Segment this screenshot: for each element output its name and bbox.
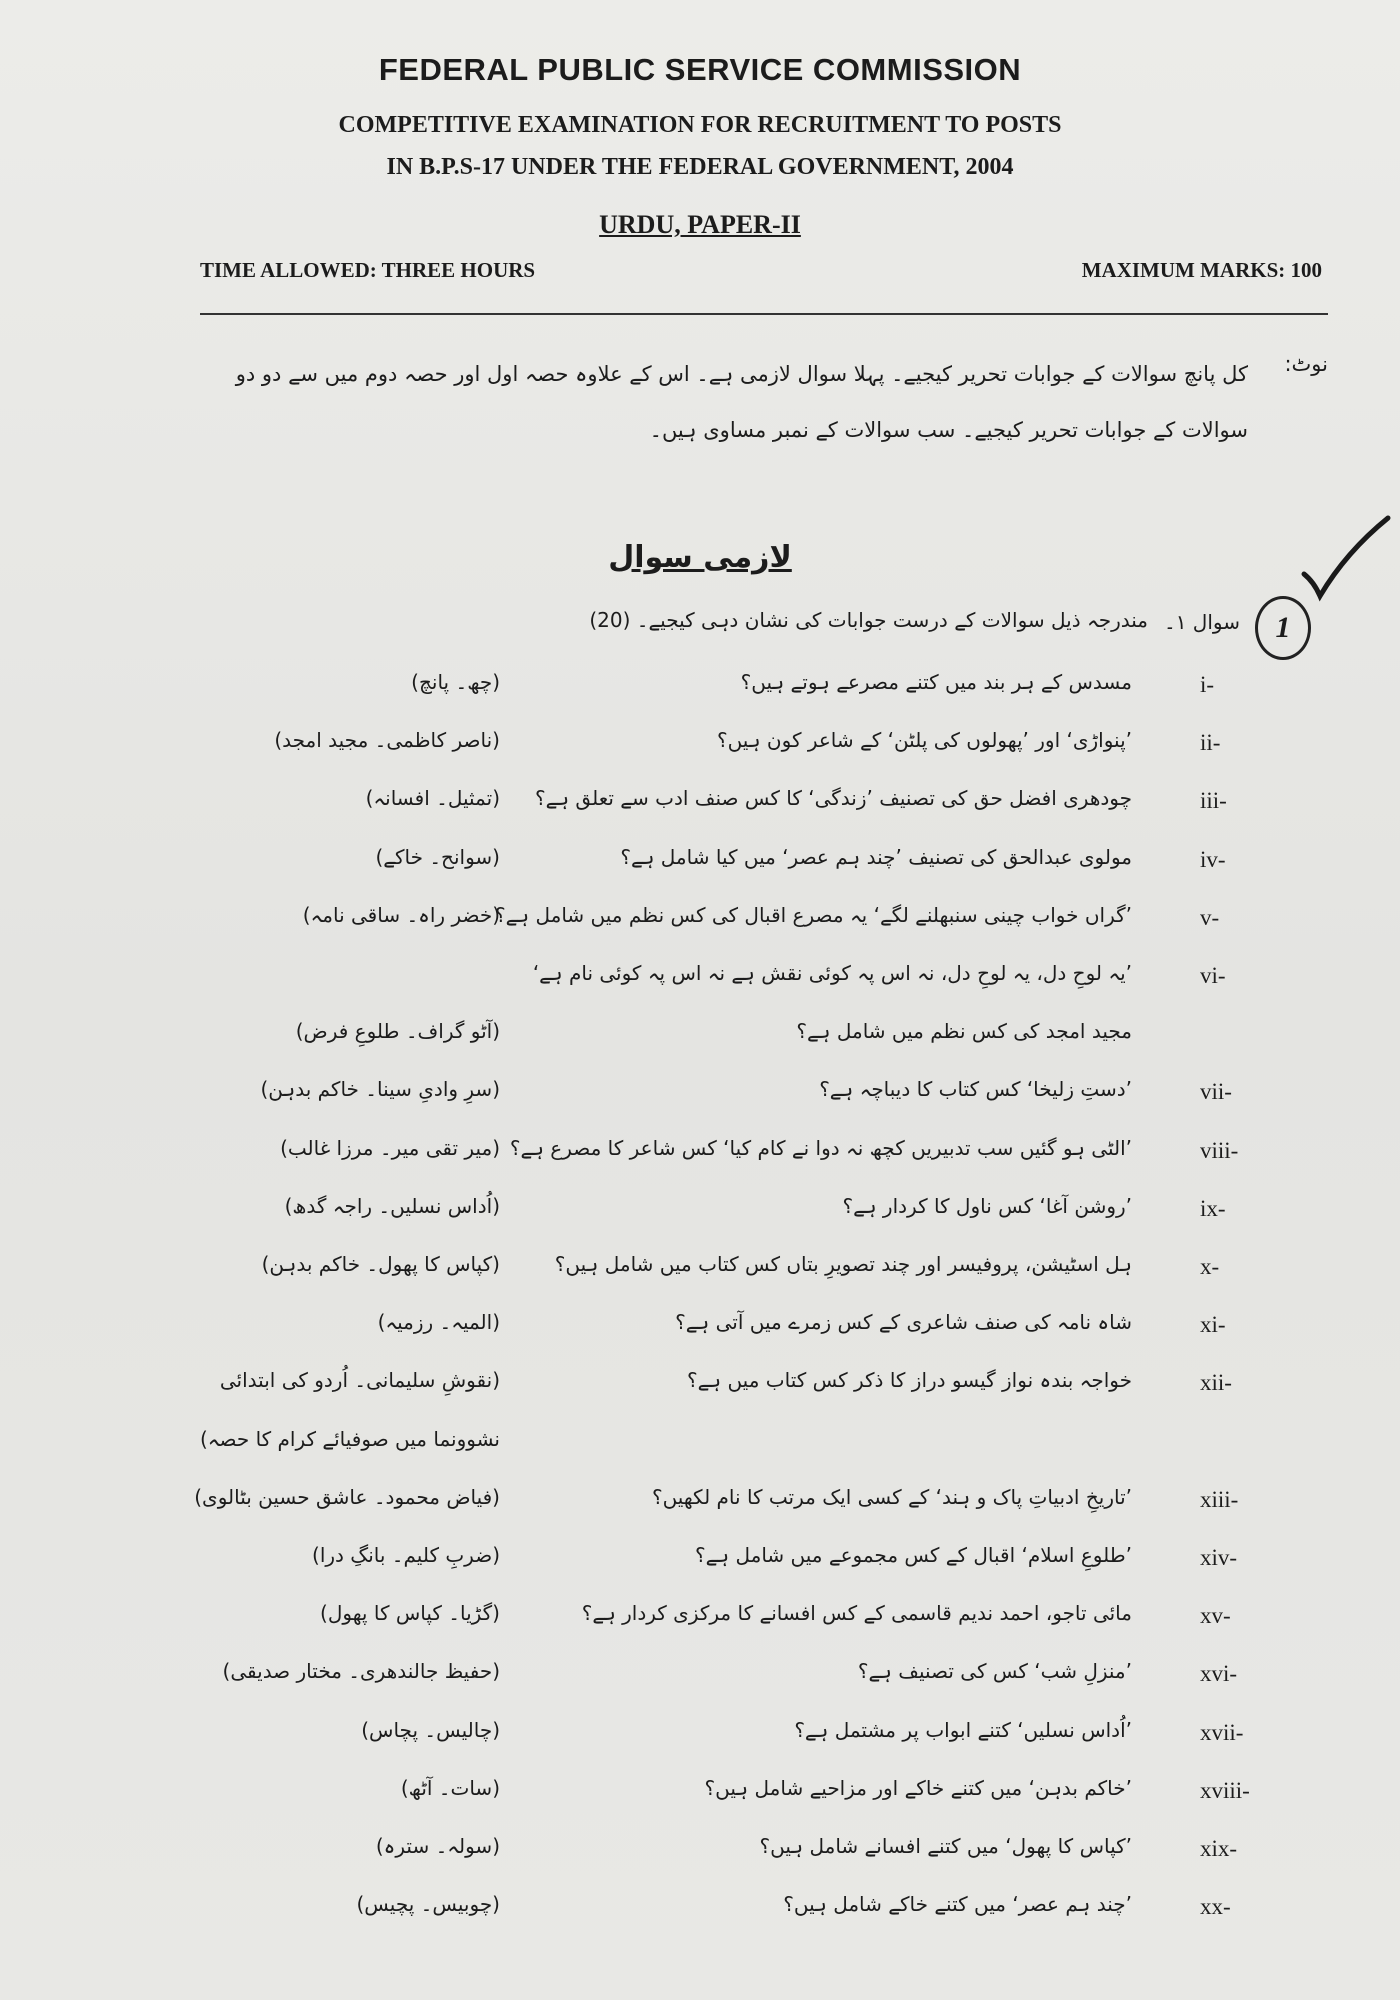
item-options: (حفیظ جالندھری۔ مختار صدیقی) [222, 1659, 500, 1683]
question-1-instruction: مندرجہ ذیل سوالات کے درست جوابات کی نشان دہی کیجیے۔ (20) [589, 608, 1148, 632]
item-number: xix- [1200, 1836, 1238, 1861]
item-options: (سات۔ آٹھ) [400, 1776, 500, 1800]
item-options: (چوبیس۔ پچیس) [356, 1892, 500, 1916]
paper-title: URDU, PAPER-II [599, 210, 801, 239]
question-item-row [0, 668, 1400, 708]
item-options: (خضر راہ۔ ساقی نامہ) [302, 903, 500, 927]
item-question: مجید امجد کی کس نظم میں شامل ہے؟ [796, 1019, 1132, 1043]
item-question: ’الٹی ہو گئیں سب تدبیریں کچھ نہ دوا نے کام کیا‘ کس شاعر کا مصرع ہے؟ [509, 1136, 1132, 1160]
item-number: v- [1200, 905, 1220, 930]
item-options: (تمثیل۔ افسانہ) [365, 786, 500, 810]
item-options: (ضربِ کلیم۔ بانگِ درا) [312, 1543, 500, 1567]
question-item-row [0, 726, 1400, 766]
question-item-row [0, 1425, 1400, 1465]
question-item-row [0, 1716, 1400, 1756]
item-question: مولوی عبدالحق کی تصنیف ’چند ہم عصر‘ میں کیا شامل ہے؟ [620, 845, 1132, 869]
question-item-row [0, 1483, 1400, 1523]
item-options: (چھ۔ پانچ) [411, 670, 500, 694]
question-item-row [0, 901, 1400, 941]
question-item-row [0, 1890, 1400, 1930]
item-number: ii- [1200, 730, 1221, 755]
item-number: xv- [1200, 1603, 1231, 1628]
exam-title-line-2: IN B.P.S-17 UNDER THE FEDERAL GOVERNMENT, 2004 [386, 154, 1014, 180]
item-options: (آٹو گراف۔ طلوعِ فرض) [295, 1019, 500, 1043]
item-number: ix- [1200, 1196, 1226, 1221]
item-number: xii- [1200, 1370, 1232, 1395]
item-options: (میر تقی میر۔ مرزا غالب) [280, 1136, 500, 1160]
item-question: ’گراں خواب چینی سنبھلنے لگے‘ یہ مصرع اقبال کی کس نظم میں شامل ہے؟ [495, 903, 1132, 927]
item-number: vi- [1200, 963, 1226, 988]
item-options: (المیہ۔ رزمیہ) [377, 1310, 500, 1334]
question-item-row [0, 1192, 1400, 1232]
item-number: xiii- [1200, 1487, 1239, 1512]
question-item-row [0, 1017, 1400, 1057]
item-options: (کپاس کا پھول۔ خاکم بدہن) [261, 1252, 500, 1276]
item-question: ’طلوعِ اسلام‘ اقبال کے کس مجموعے میں شامل ہے؟ [695, 1543, 1132, 1567]
item-question: مائی تاجو، احمد ندیم قاسمی کے کس افسانے کا مرکزی کردار ہے؟ [581, 1601, 1132, 1625]
item-options: (گڑیا۔ کپاس کا پھول) [320, 1601, 500, 1625]
maximum-marks: MAXIMUM MARKS: 100 [1081, 258, 1322, 282]
note-text: کل پانچ سوالات کے جوابات تحریر کیجیے۔ پہلا سوال لازمی ہے۔ اس کے علاوہ حصہ اول اور حصہ دوم میں سے دو دو سوالات کے جوابات تحریر کیجیے۔ سب سوالات کے نمبر مساوی ہیں۔ [235, 362, 1248, 442]
section-title: لازمی سوال [608, 540, 792, 575]
item-question: ’خاکم بدہن‘ میں کتنے خاکے اور مزاحیے شامل ہیں؟ [704, 1776, 1132, 1800]
handwritten-question-number: 1 [1255, 596, 1311, 660]
item-options: (اُداس نسلیں۔ راجہ گدھ) [284, 1194, 500, 1218]
item-number: iii- [1200, 788, 1227, 813]
question-item-row [0, 784, 1400, 824]
note-label: نوٹ: [1284, 352, 1328, 376]
question-item-row [0, 1774, 1400, 1814]
item-options: (ناصر کاظمی۔ مجید امجد) [274, 728, 500, 752]
item-number: xx- [1200, 1894, 1231, 1919]
item-number: iv- [1200, 847, 1226, 872]
question-item-row [0, 1308, 1400, 1348]
item-question: ’روشن آغا‘ کس ناول کا کردار ہے؟ [842, 1194, 1132, 1218]
item-question: مسدس کے ہر بند میں کتنے مصرعے ہوتے ہیں؟ [740, 670, 1132, 694]
item-options: (چالیس۔ پچاس) [361, 1718, 500, 1742]
item-question: ہل اسٹیشن، پروفیسر اور چند تصویرِ بتاں کس کتاب میں شامل ہیں؟ [554, 1252, 1132, 1276]
exam-title-line-1: COMPETITIVE EXAMINATION FOR RECRUITMENT TO POSTS [338, 112, 1062, 138]
item-number: xiv- [1200, 1545, 1238, 1570]
question-1-label: سوال ۱۔ [1163, 610, 1240, 634]
item-question: شاہ نامہ کی صنف شاعری کے کس زمرے میں آتی ہے؟ [675, 1310, 1132, 1334]
item-options: (نقوشِ سلیمانی۔ اُردو کی ابتدائی [219, 1368, 500, 1392]
question-item-row [0, 1541, 1400, 1581]
item-number: i- [1200, 672, 1215, 697]
item-question: ’کپاس کا پھول‘ میں کتنے افسانے شامل ہیں؟ [759, 1834, 1132, 1858]
item-question: ’پنواڑی‘ اور ’پھولوں کی پلٹن‘ کے شاعر کون ہیں؟ [716, 728, 1132, 752]
question-item-row [0, 1250, 1400, 1290]
item-question: ’دستِ زلیخا‘ کس کتاب کا دیباچہ ہے؟ [819, 1077, 1132, 1101]
item-question: ’اُداس نسلیں‘ کتنے ابواب پر مشتمل ہے؟ [794, 1718, 1132, 1742]
question-item-row [0, 1134, 1400, 1174]
item-options: (سوانح۔ خاکے) [375, 845, 500, 869]
question-item-row [0, 959, 1400, 999]
item-number: xviii- [1200, 1778, 1250, 1803]
time-allowed: TIME ALLOWED: THREE HOURS [200, 258, 536, 282]
item-number: xvii- [1200, 1720, 1244, 1745]
item-number: x- [1200, 1254, 1220, 1279]
item-options: (سرِ وادیِ سینا۔ خاکم بدہن) [260, 1077, 500, 1101]
question-item-row [0, 1657, 1400, 1697]
item-number: viii- [1200, 1138, 1239, 1163]
question-item-row [0, 1075, 1400, 1115]
item-options: (سولہ۔ سترہ) [375, 1834, 500, 1858]
question-item-row [0, 843, 1400, 883]
item-question: ’منزلِ شب‘ کس کی تصنیف ہے؟ [857, 1659, 1132, 1683]
item-question: خواجہ بندہ نواز گیسو دراز کا ذکر کس کتاب میں ہے؟ [687, 1368, 1132, 1392]
organization-title: FEDERAL PUBLIC SERVICE COMMISSION [378, 52, 1022, 87]
question-item-row [0, 1599, 1400, 1639]
item-number: vii- [1200, 1079, 1232, 1104]
question-item-row [0, 1366, 1400, 1406]
question-item-row [0, 1832, 1400, 1872]
item-question: چودھری افضل حق کی تصنیف ’زندگی‘ کا کس صنف ادب سے تعلق ہے؟ [535, 786, 1132, 810]
item-options: (فیاض محمود۔ عاشق حسین بٹالوی) [194, 1485, 500, 1509]
item-question: ’چند ہم عصر‘ میں کتنے خاکے شامل ہیں؟ [783, 1892, 1132, 1916]
item-question: ’یہ لوحِ دل، یہ لوحِ دل، نہ اس پہ کوئی نقش ہے نہ اس پہ کوئی نام ہے‘ [532, 961, 1132, 985]
item-number: xi- [1200, 1312, 1226, 1337]
item-number: xvi- [1200, 1661, 1238, 1686]
item-question: ’تاریخِ ادبیاتِ پاک و ہند‘ کے کسی ایک مرتب کا نام لکھیں؟ [651, 1485, 1132, 1509]
item-options: نشوونما میں صوفیائے کرام کا حصہ) [199, 1427, 500, 1451]
